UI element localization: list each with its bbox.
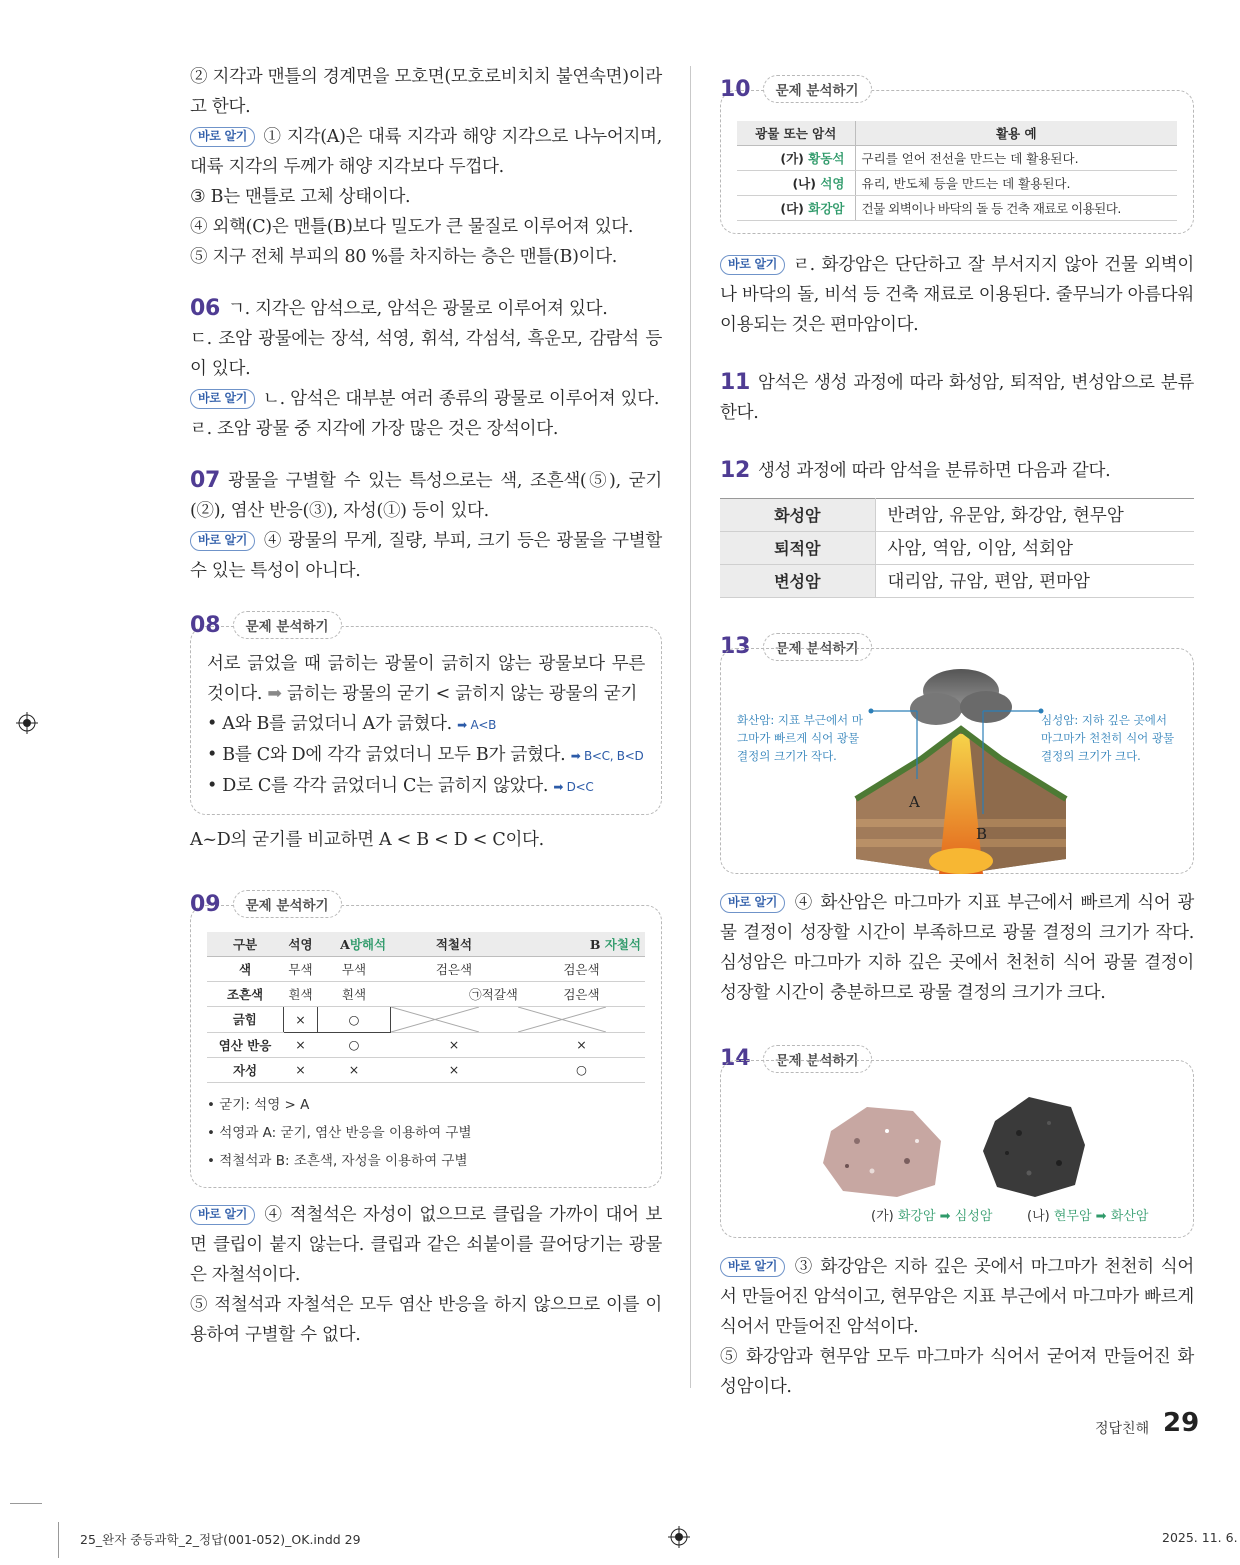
label-b: B bbox=[976, 824, 988, 843]
note: ➡ B<C, B<D bbox=[570, 749, 644, 763]
baro-tag: 바로 알기 bbox=[720, 893, 785, 913]
crossed-cell bbox=[390, 1006, 518, 1032]
analysis-tab: 문제 분석하기 bbox=[233, 611, 342, 639]
col-header: A방해석 bbox=[318, 932, 390, 956]
table-row: (다) 화강암 건물 외벽이나 바닥의 돌 등 건축 재료로 이용된다. bbox=[737, 195, 1177, 220]
print-date: 2025. 11. 6. bbox=[1162, 1530, 1238, 1545]
question-number: 08 bbox=[190, 612, 221, 638]
q05-line: ② 지각과 맨틀의 경계면을 모호면(모호로비치치 불연속면)이라고 한다. bbox=[190, 67, 662, 117]
baro-tag: 바로 알기 bbox=[190, 1205, 255, 1225]
file-info: 25_완자 중등과학_2_정답(001-052)_OK.indd 29 bbox=[80, 1532, 361, 1547]
question-number: 10 bbox=[720, 76, 751, 102]
registration-mark-icon bbox=[668, 1526, 690, 1548]
book-title: 정답친해 bbox=[1095, 1421, 1150, 1437]
table-row: 조흔색 흰색 흰색 ㉠적갈색 검은색 bbox=[207, 981, 645, 1006]
note: ➡ A<B bbox=[457, 718, 497, 732]
list-item: • 석영과 A: 굳기, 염산 반응을 이용하여 구별 bbox=[207, 1124, 472, 1141]
q08-conclusion: A~D의 굳기를 비교하면 A < B < D < C이다. bbox=[190, 830, 544, 850]
q05-line: ③ B는 맨틀로 고체 상태이다. bbox=[190, 187, 411, 207]
col-header: B 자철석 bbox=[518, 932, 645, 956]
list-item: • 굳기: 석영 > A bbox=[207, 1096, 310, 1113]
caption-granite: (가) 화강암 ➡ 심성암 bbox=[871, 1208, 993, 1224]
q10-baro: 바로 알기 ㄹ. 화강암은 단단하고 잘 부서지지 않아 건물 외벽이나 바닥의 돌, 비석 등 건축 재료로 이용된다. 줄무늬가 아름다워 이용되는 것은 편마암이다. bbox=[720, 254, 1194, 335]
baro-tag: 바로 알기 bbox=[190, 127, 255, 147]
table-row: 긁힘 × ○ bbox=[207, 1006, 645, 1032]
q14-analysis-box bbox=[720, 1060, 1194, 1238]
q05-line: ④ 외핵(C)은 맨틀(B)보다 밀도가 큰 물질로 이루어져 있다. bbox=[190, 217, 634, 237]
label-a: A bbox=[909, 792, 920, 811]
q13-baro: 바로 알기 ④ 화산암은 마그마가 지표 부근에서 빠르게 식어 광물 결정이 성장할 시간이 부족하므로 광물 결정의 크기가 작다. 심성암은 마그마가 지하 깊은 곳에서 천천히 식어 광물 결정이 성장할 시간이 충분하므로 광물 결정의 크기가 크다. bbox=[720, 892, 1194, 1003]
q10-analysis-box bbox=[720, 90, 1194, 234]
q07-answer: 07 광물을 구별할 수 있는 특성으로는 색, 조흔색(⑤), 굳기(②), 염산 반응(③), 자성(①) 등이 있다. bbox=[190, 468, 662, 521]
rock-classification-table bbox=[720, 498, 1194, 598]
granite-image bbox=[817, 1101, 947, 1201]
col-header: 석영 bbox=[283, 932, 318, 956]
list-item: • 적철석과 B: 조흔색, 자성을 이용하여 구별 bbox=[207, 1152, 468, 1169]
arrow-icon: ➡ bbox=[939, 1208, 951, 1224]
q09-analysis-box bbox=[190, 905, 662, 1188]
basalt-image bbox=[979, 1093, 1089, 1201]
q12-answer: 12 생성 과정에 따라 암석을 분류하면 다음과 같다. bbox=[720, 457, 1111, 483]
table-row: (나) 석영 유리, 반도체 등을 만드는 데 활용된다. bbox=[737, 170, 1177, 195]
question-number: 06 bbox=[190, 296, 221, 321]
q08-bullet: • B를 C와 D에 각각 긁었더니 모두 B가 긁혔다. ➡ B<C, B<D bbox=[207, 745, 644, 765]
analysis-tab: 문제 분석하기 bbox=[763, 633, 872, 661]
q08-bullet: • D로 C를 각각 긁었더니 C는 긁히지 않았다. ➡ D<C bbox=[207, 776, 594, 796]
baro-tag: 바로 알기 bbox=[190, 531, 255, 551]
table-row: 자성 × × × ○ bbox=[207, 1057, 645, 1082]
arrow-icon: ➡ bbox=[1095, 1208, 1107, 1224]
crop-mark bbox=[10, 1503, 42, 1504]
question-number: 09 bbox=[190, 891, 221, 917]
table-row: 염산 반응 × ○ × × bbox=[207, 1032, 645, 1057]
arrow-icon: ➡ bbox=[267, 684, 282, 704]
table-row: (가) 황동석 구리를 얻어 전선을 만드는 데 활용된다. bbox=[737, 145, 1177, 170]
q06-baro-line: ㄹ. 조암 광물 중 지각에 가장 많은 것은 장석이다. bbox=[190, 419, 559, 439]
registration-mark-icon bbox=[16, 712, 38, 734]
q08-intro: 서로 긁었을 때 긁히는 광물이 긁히지 않는 광물보다 무른 것이다. ➡ 긁히는 광물의 굳기 < 긁히지 않는 광물의 굳기 bbox=[207, 654, 645, 704]
table-row: 색 무색 무색 검은색 검은색 bbox=[207, 956, 645, 981]
q08-analysis-box bbox=[190, 626, 662, 815]
baro-tag: 바로 알기 bbox=[720, 255, 785, 275]
caption-basalt: (나) 현무암 ➡ 화산암 bbox=[1027, 1208, 1149, 1224]
col-header: 활용 예 bbox=[855, 121, 1177, 145]
usage-table bbox=[737, 121, 1177, 221]
question-number: 14 bbox=[720, 1046, 751, 1071]
volcanic-rock-note: 화산암: 지표 부근에서 마그마가 빠르게 식어 광물 결정의 크기가 작다. bbox=[737, 712, 863, 763]
analysis-tab: 문제 분석하기 bbox=[763, 75, 872, 103]
left-column bbox=[190, 62, 662, 1350]
q07-baro: 바로 알기 ④ 광물의 무게, 질량, 부피, 크기 등은 광물을 구별할 수 있는 특성이 아니다. bbox=[190, 531, 662, 581]
volcano-cross-section-image bbox=[721, 649, 1195, 875]
baro-tag: 바로 알기 bbox=[720, 1257, 785, 1277]
analysis-tab: 문제 분석하기 bbox=[763, 1045, 872, 1073]
col-header: 광물 또는 암석 bbox=[737, 121, 855, 145]
q14-baro: 바로 알기 ③ 화강암은 지하 깊은 곳에서 마그마가 천천히 식어서 만들어진 암석이고, 현무암은 지표 부근에서 마그마가 빠르게 식어서 만들어진 암석이다. bbox=[720, 1256, 1194, 1337]
table-row: 화성암 반려암, 유문암, 화강암, 현무암 bbox=[720, 498, 1194, 531]
note: ➡ D<C bbox=[553, 780, 594, 794]
question-number: 07 bbox=[190, 468, 221, 493]
question-number: 12 bbox=[720, 457, 751, 483]
col-header: 적철석 bbox=[390, 932, 518, 956]
baro-tag: 바로 알기 bbox=[190, 389, 255, 409]
analysis-tab: 문제 분석하기 bbox=[233, 890, 342, 918]
question-number: 13 bbox=[720, 634, 751, 659]
q05-line: ⑤ 지구 전체 부피의 80 %를 차지하는 층은 맨틀(B)이다. bbox=[190, 247, 618, 267]
right-column bbox=[720, 72, 1194, 1402]
col-header: 구분 bbox=[207, 932, 283, 956]
q09-bullets bbox=[207, 1091, 645, 1175]
q06-line: ㄷ. 조암 광물에는 장석, 석영, 휘석, 각섬석, 흑운모, 감람석 등이 있다. bbox=[190, 329, 662, 379]
column-divider bbox=[690, 66, 691, 1388]
q09-baro: 바로 알기 ④ 적철석은 자성이 없으므로 클립을 가까이 대어 보면 클립이 붙지 않는다. 클립과 같은 쇠붙이를 끌어당기는 광물은 자철석이다. bbox=[190, 1204, 662, 1285]
question-number: 11 bbox=[720, 369, 751, 395]
crossed-cell bbox=[518, 1006, 645, 1032]
plutonic-rock-note: 심성암: 지하 깊은 곳에서 마그마가 천천히 식어 광물 결정의 크기가 크다. bbox=[1041, 712, 1175, 763]
q14-extra: ⑤ 화강암과 현무암 모두 마그마가 식어서 굳어져 만들어진 화성암이다. bbox=[720, 1346, 1194, 1397]
table-row: 변성암 대리암, 규암, 편암, 편마암 bbox=[720, 564, 1194, 597]
q09-extra: ⑤ 적철석과 자철석은 모두 염산 반응을 하지 않으므로 이를 이용하여 구별할 수 없다. bbox=[190, 1294, 662, 1345]
page-number: 29 bbox=[1163, 1408, 1200, 1438]
table-row: 퇴적암 사암, 역암, 이암, 석회암 bbox=[720, 531, 1194, 564]
mineral-table bbox=[207, 932, 645, 1083]
q06-baro: 바로 알기 ㄴ. 암석은 대부분 여러 종류의 광물로 이루어져 있다. bbox=[190, 384, 662, 414]
q08-bullet: • A와 B를 긁었더니 A가 긁혔다. ➡ A<B bbox=[207, 714, 497, 734]
q06-answer: 06 ㄱ. 지각은 암석으로, 암석은 광물로 이루어져 있다. bbox=[190, 296, 608, 321]
crop-mark bbox=[58, 1522, 59, 1558]
q13-analysis-box bbox=[720, 648, 1194, 874]
q11-answer: 11 암석은 생성 과정에 따라 화성암, 퇴적암, 변성암으로 분류한다. bbox=[720, 369, 1194, 423]
q05-baro: 바로 알기 ① 지각(A)은 대륙 지각과 해양 지각으로 나누어지며, 대륙 지각의 두께가 해양 지각보다 두껍다. bbox=[190, 127, 662, 177]
